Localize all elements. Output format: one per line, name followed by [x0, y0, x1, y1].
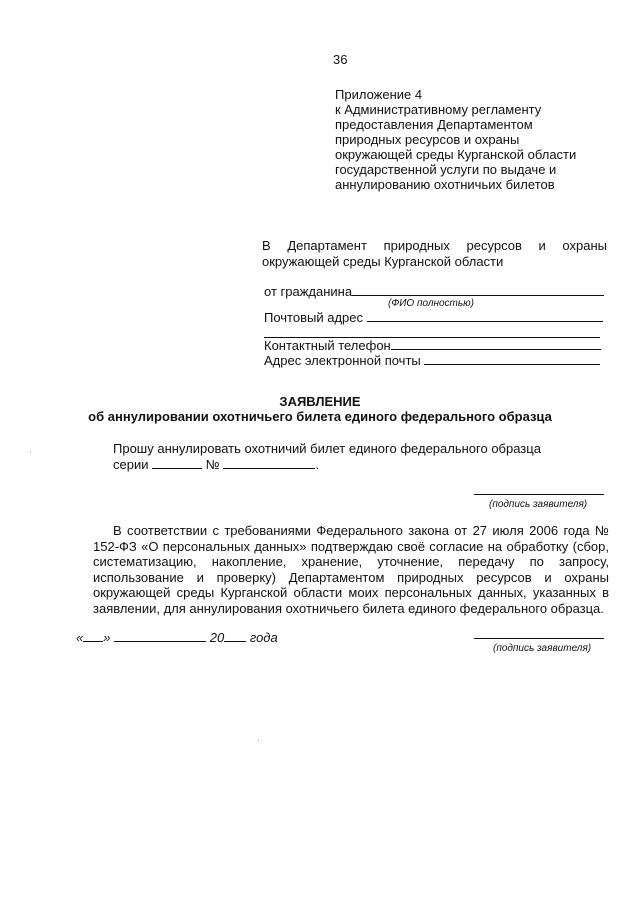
series-label: серии	[113, 457, 149, 472]
year-prefix: 20	[209, 630, 225, 645]
scan-speck	[30, 452, 31, 453]
signature-line-2[interactable]	[474, 638, 604, 639]
postal-label: Почтовый адрес	[264, 310, 363, 325]
number-input-line[interactable]	[223, 457, 315, 469]
month-input-line[interactable]	[114, 630, 206, 642]
appendix-line: природных ресурсов и охраны	[335, 132, 520, 147]
consent-first-line: В соответствии с требованиями Федерального закона от 27 июля 2006 года №	[113, 523, 609, 538]
year-suffix: года	[249, 630, 278, 645]
appendix-block	[335, 87, 595, 192]
addressee-block	[262, 238, 607, 270]
appendix-line: к Административному регламенту	[335, 102, 542, 117]
postal-field	[264, 310, 603, 325]
email-label: Адрес электронной почты	[264, 353, 421, 368]
phone-label: Контактный телефон	[264, 338, 391, 353]
from-label: от гражданина	[264, 284, 353, 299]
addressee-line-1: В Департамент природных ресурсов и охраны	[262, 238, 607, 253]
year-input-line[interactable]	[224, 630, 246, 642]
document-title: ЗАЯВЛЕНИЕ	[279, 394, 361, 409]
postal-input-line[interactable]	[367, 310, 603, 322]
appendix-line: аннулированию охотничьих билетов	[335, 177, 555, 192]
date-close-quote: »	[103, 630, 111, 645]
signature-hint-2: (подпись заявителя)	[493, 643, 592, 654]
series-input-line[interactable]	[152, 457, 202, 469]
scan-speck	[258, 740, 259, 741]
postal-input-line-2[interactable]	[264, 326, 600, 338]
phone-field	[264, 338, 601, 353]
from-hint: (ФИО полностью)	[388, 298, 474, 309]
appendix-line: государственной услуги по выдаче и	[335, 162, 557, 177]
consent-rest: 152-ФЗ «О персональных данных» подтверждаю своё согласие на обработку (сбор, систематизацию, накопление, хранение, уточнение, передачу по запросу, использование и проверку) Департаментом природных ресурсов и охраны окружающей среды Курганской области моих персональных данных, указанных в заявлении, для аннулирования охотничьего билета единого федерального образца.	[93, 538, 609, 616]
number-label: №	[205, 457, 220, 472]
email-input-line[interactable]	[424, 353, 600, 365]
addressee-line-2: окружающей среды Курганской области	[262, 254, 504, 269]
date-line	[76, 630, 278, 645]
document-subtitle: об аннулировании охотничьего билета единого федерального образца	[88, 409, 552, 424]
date-open-quote: «	[76, 630, 84, 645]
from-input-line[interactable]	[352, 284, 604, 296]
page-number: 36	[333, 52, 348, 67]
request-line-1: Прошу аннулировать охотничий билет единого федерального образца	[113, 441, 541, 456]
appendix-line: предоставления Департаментом	[335, 117, 533, 132]
request-end-dot: .	[315, 457, 319, 472]
consent-paragraph	[93, 523, 609, 616]
appendix-line: Приложение 4	[335, 87, 423, 102]
appendix-line: окружающей среды Курганской области	[335, 147, 577, 162]
signature-hint-1: (подпись заявителя)	[489, 499, 588, 510]
request-line-2	[113, 457, 319, 472]
signature-line-1[interactable]	[474, 494, 604, 495]
phone-input-line[interactable]	[391, 338, 601, 350]
email-field	[264, 353, 600, 368]
day-input-line[interactable]	[83, 630, 103, 642]
